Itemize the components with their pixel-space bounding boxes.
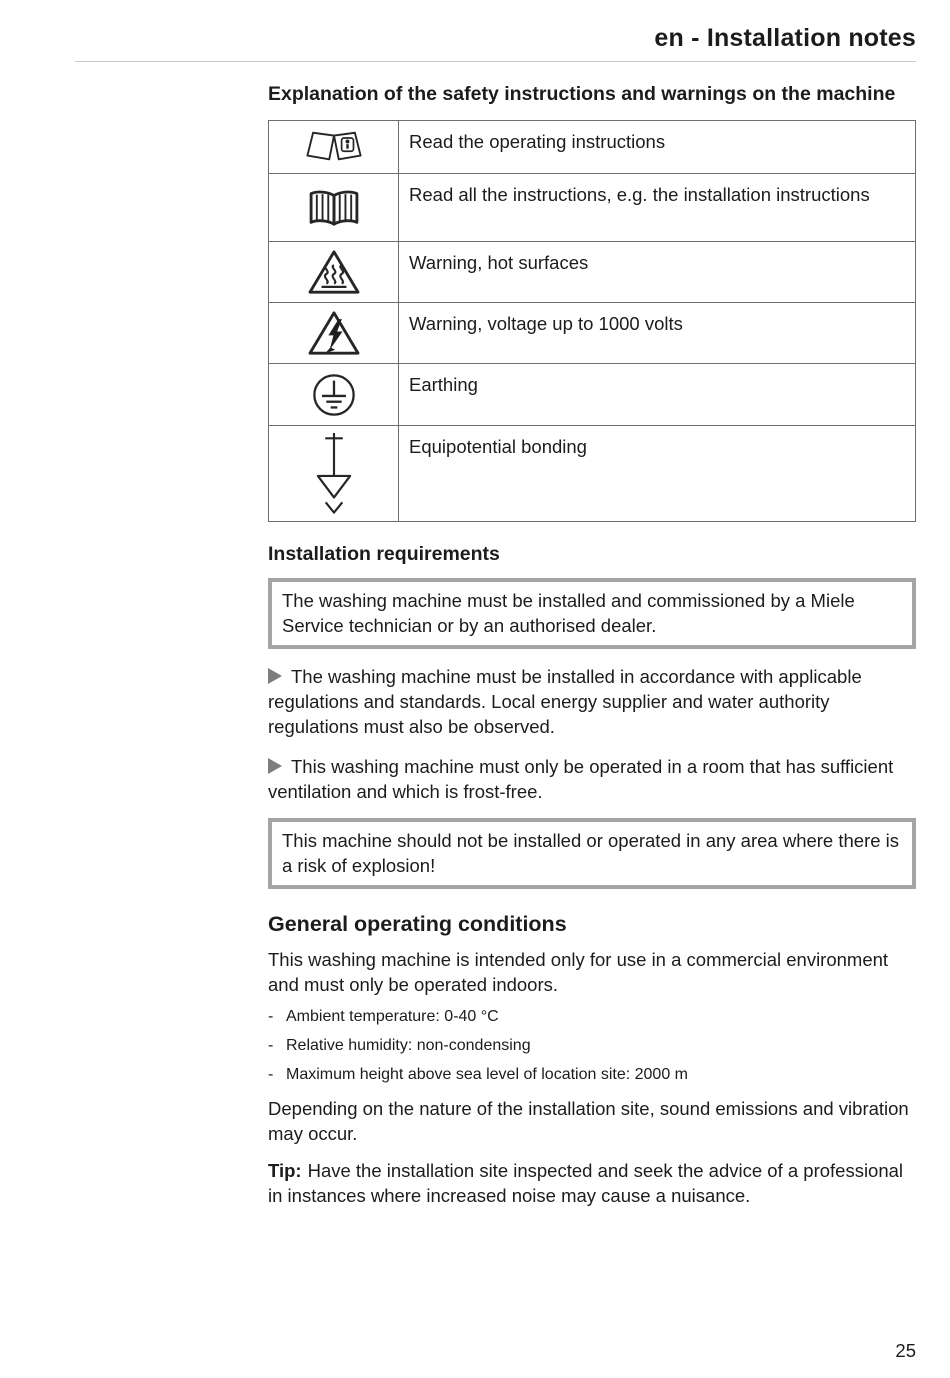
arrow-bullet-icon — [268, 668, 282, 684]
intro-paragraph: This washing machine is intended only for use in a commercial environment and must only be operated indoors. — [268, 949, 889, 995]
table-row — [269, 364, 916, 426]
instruction-paragraph — [268, 754, 916, 804]
instruction-text: This washing machine must only be operated in a room that has sufficient ventilation and which is frost-free. — [268, 756, 894, 802]
instruction-text: The washing machine must be installed in accordance with applicable regulations and standards. Local energy supplier and water authority regulations must also be observed. — [268, 666, 862, 737]
icon-cell — [269, 364, 399, 426]
boxed-warning-note — [268, 578, 916, 649]
list-item — [268, 1066, 916, 1084]
symbol-description: Read the operating instructions — [399, 121, 916, 174]
list-item — [268, 1008, 916, 1026]
boxed-warning-note — [268, 818, 916, 889]
list-item-text: Maximum height above sea level of location site: 2000 m — [286, 1066, 688, 1083]
book-pages-icon — [305, 187, 363, 229]
icon-cell — [269, 174, 399, 242]
boxed-note-text: The washing machine must be installed and commissioned by a Miele Service technician or by an authorised dealer. — [282, 590, 855, 636]
dash-bullet: - — [268, 1066, 274, 1083]
tip-paragraph — [268, 1158, 916, 1208]
table-row — [269, 242, 916, 303]
list-item — [268, 1037, 916, 1055]
section-title-installation-requirements: Installation requirements — [268, 543, 500, 565]
body-paragraph: Depending on the nature of the installation site, sound emissions and vibration may occur. — [268, 1098, 909, 1144]
main-content — [268, 81, 916, 1208]
symbol-description: Warning, hot surfaces — [399, 242, 916, 303]
icon-cell — [269, 426, 399, 522]
table-row — [269, 303, 916, 364]
hot-surfaces-warning-icon — [307, 248, 361, 296]
tip-text: Have the installation site inspected and seek the advice of a professional in instances where increased noise may cause a nuisance. — [268, 1160, 904, 1206]
list-item-text: Relative humidity: non-condensing — [286, 1037, 531, 1054]
icon-cell — [269, 242, 399, 303]
page-number: 25 — [895, 1340, 916, 1361]
icon-cell — [269, 303, 399, 364]
safety-symbols-table — [268, 120, 916, 522]
equipotential-bonding-icon — [312, 431, 356, 517]
boxed-note-text: This machine should not be installed or operated in any area where there is a risk of explosion! — [282, 830, 900, 876]
symbol-description: Earthing — [399, 364, 916, 426]
icon-cell — [269, 121, 399, 174]
instruction-paragraph — [268, 664, 916, 739]
tip-label: Tip: — [268, 1160, 302, 1181]
list-item-text: Ambient temperature: 0-40 °C — [286, 1008, 499, 1025]
symbol-description: Read all the instructions, e.g. the installation instructions — [399, 174, 916, 242]
dash-bullet: - — [268, 1037, 274, 1054]
table-row — [269, 426, 916, 522]
table-row — [269, 174, 916, 242]
symbol-description: Warning, voltage up to 1000 volts — [399, 303, 916, 364]
arrow-bullet-icon — [268, 758, 282, 774]
page-title: en - Installation notes — [654, 24, 916, 52]
earthing-icon — [311, 372, 357, 418]
table-row — [269, 121, 916, 174]
dash-bullet: - — [268, 1008, 274, 1025]
page-header — [75, 24, 916, 53]
header-divider — [75, 61, 916, 62]
section-title-safety-symbols: Explanation of the safety instructions and warnings on the machine — [268, 83, 896, 105]
high-voltage-warning-icon — [307, 309, 361, 357]
symbol-description: Equipotential bonding — [399, 426, 916, 522]
open-book-info-icon — [303, 128, 365, 166]
section-title-general-operating-conditions: General operating conditions — [268, 912, 567, 936]
